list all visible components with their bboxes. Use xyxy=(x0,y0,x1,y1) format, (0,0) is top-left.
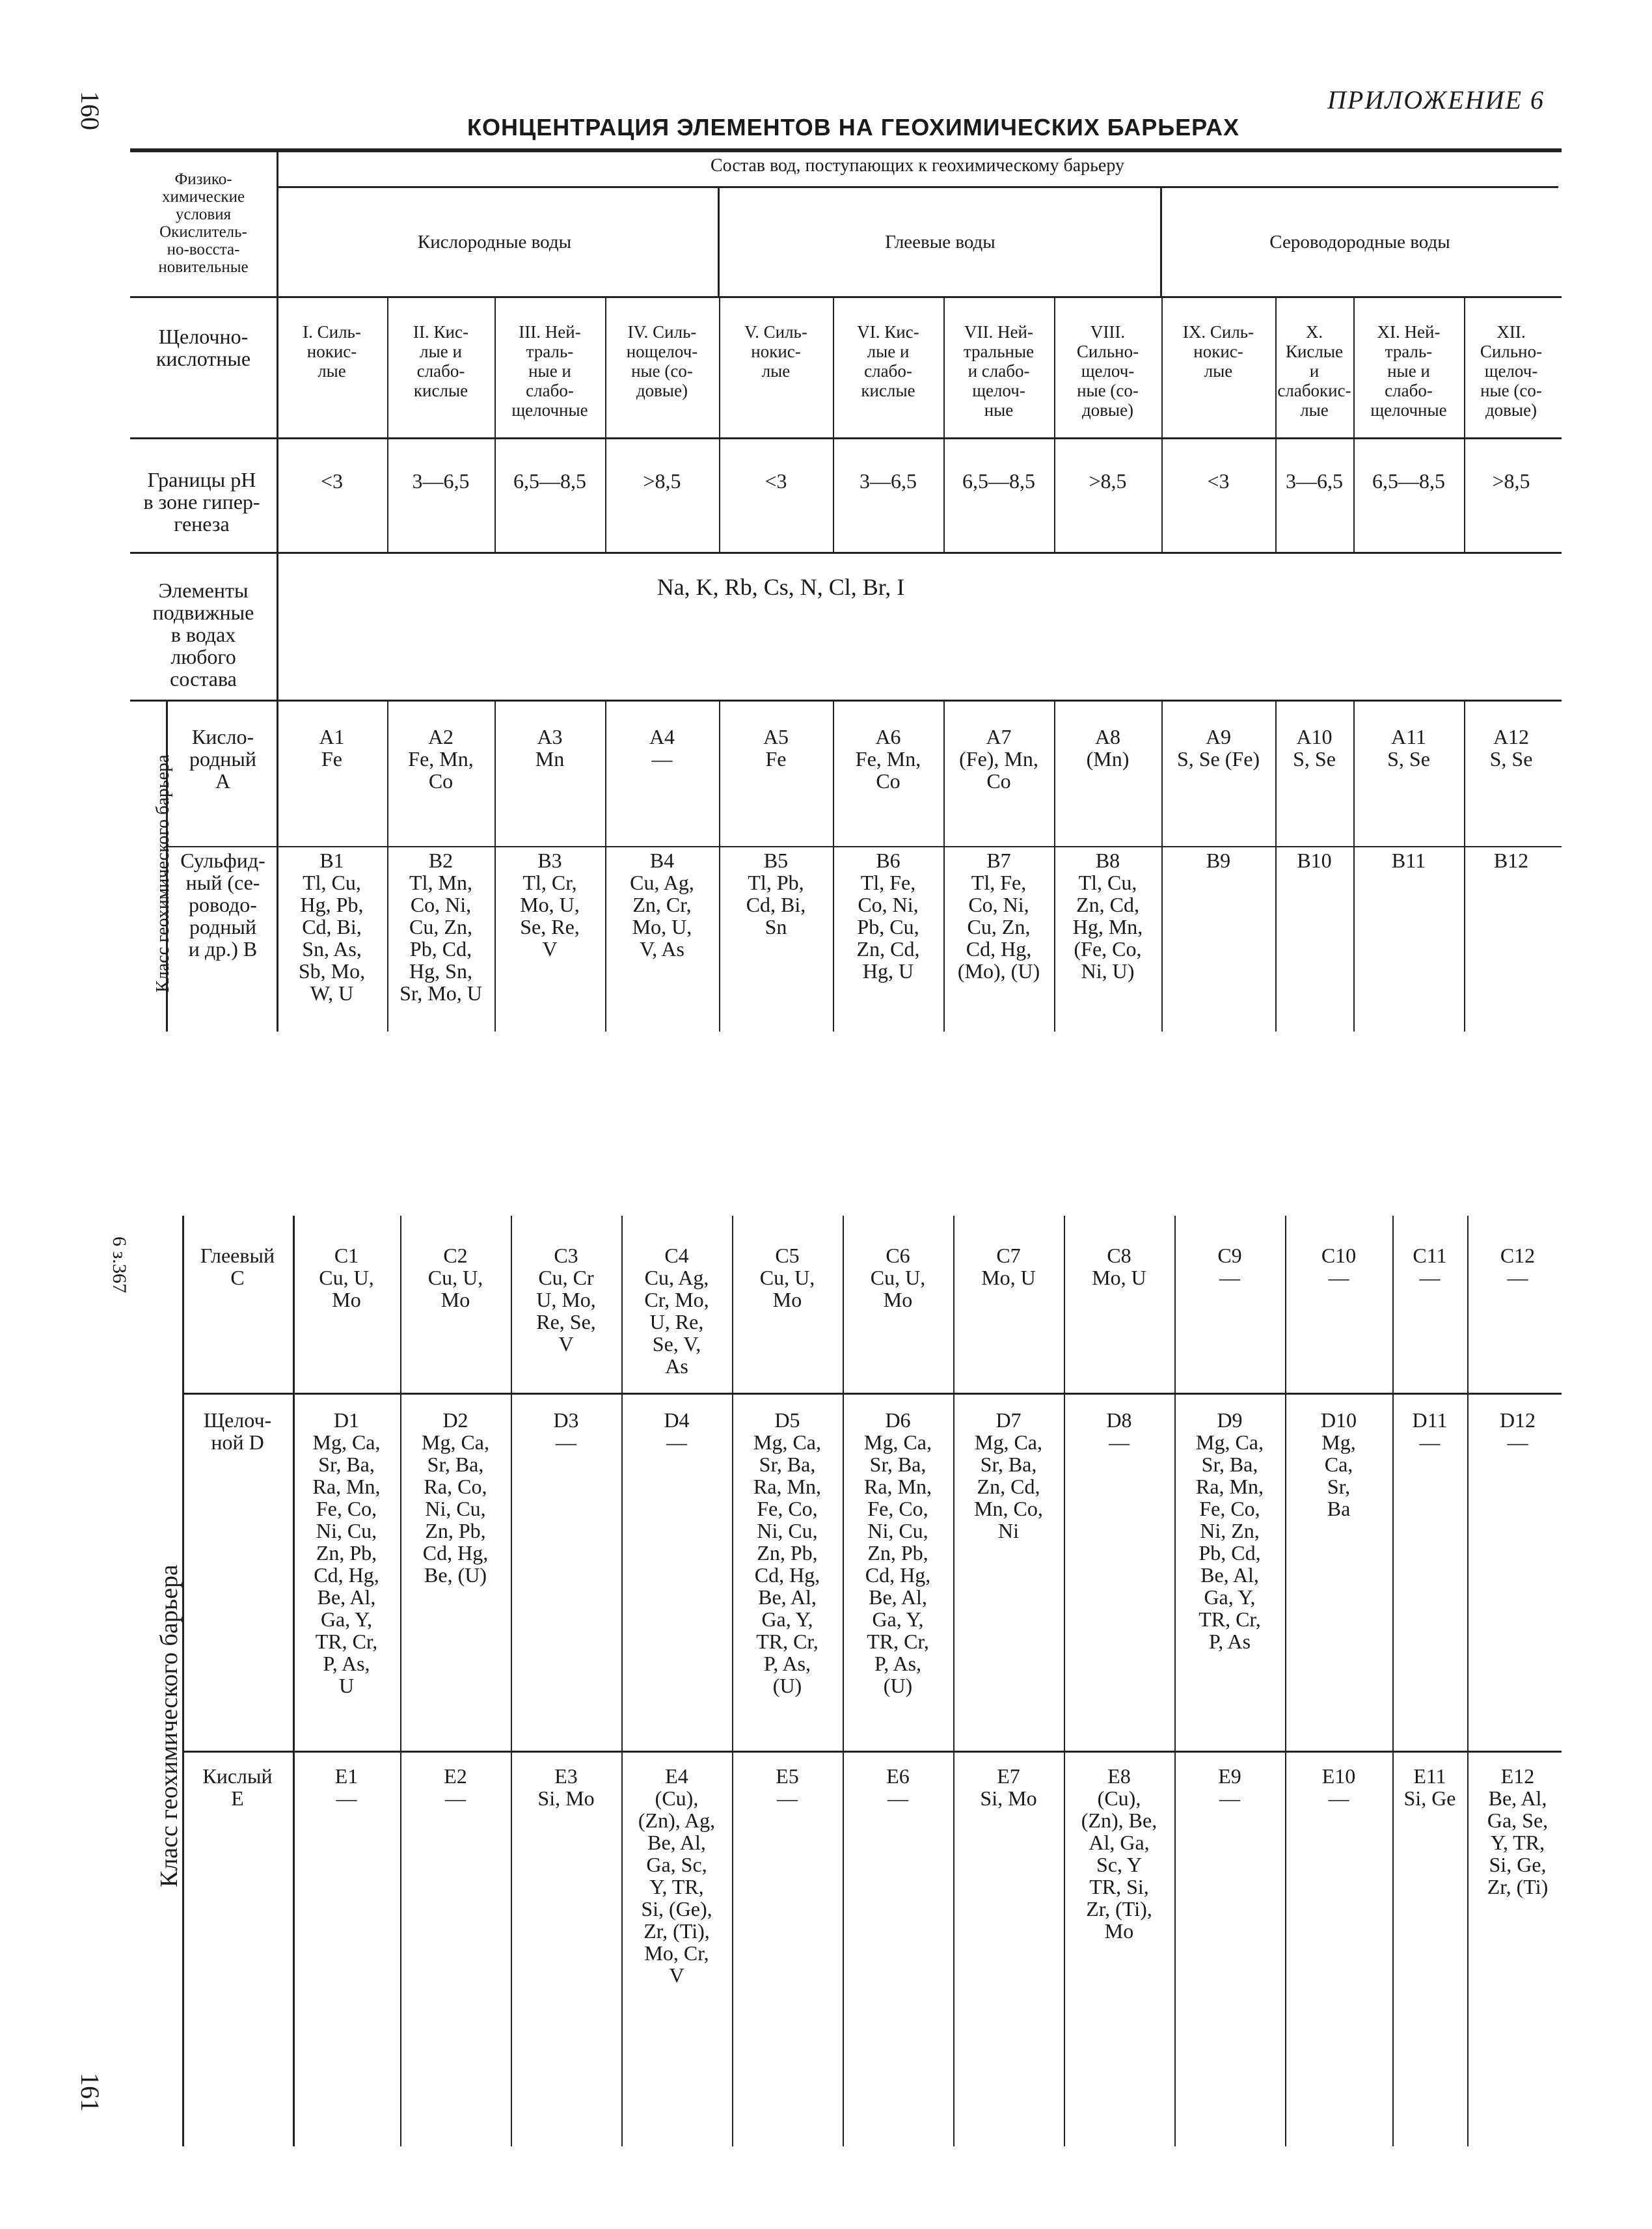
row-b-cell-8: B8 Tl, Cu, Zn, Cd, Hg, Mn, (Fe, Co, Ni, U) xyxy=(1072,849,1143,983)
vline-col-10 xyxy=(1353,296,1355,552)
phys-chem-label: Физико- химические условия Окислитель- но-восста- новительные xyxy=(158,171,249,276)
row-e-cell-9: E9 — xyxy=(1218,1764,1241,1810)
column-header-7: VII. Ней- тральные и слабо- щелоч- ные xyxy=(963,322,1035,420)
column-header-4: IV. Силь- нощелоч- ные (со- довые) xyxy=(626,322,698,400)
row-b-cell-7: B7 Tl, Fe, Co, Ni, Cu, Zn, Cd, Hg, (Mo), (U) xyxy=(957,849,1040,983)
row-d-cell-12: D12 — xyxy=(1499,1408,1536,1454)
row-d-cell-4: D4 — xyxy=(664,1408,690,1454)
row-b-label: Сульфид- ный (се- роводо- родный и др.) В xyxy=(180,849,265,961)
row-c-cell-7: C7 Mo, U xyxy=(981,1244,1036,1289)
row-a-cell-5: A5 Fe xyxy=(763,725,789,771)
column-header-3: III. Ней- траль- ные и слабо- щелочные xyxy=(511,322,588,420)
ph-value-4: >8,5 xyxy=(643,469,681,493)
row-e-cell-1: E1 — xyxy=(334,1764,359,1810)
row-d-cell-9: D9 Mg, Ca, Sr, Ba, Ra, Mn, Fe, Co, Ni, Zn, Pb, Cd, Be, Al, Ga, Y, TR, Cr, P, As xyxy=(1196,1408,1264,1653)
rule-row-c xyxy=(182,1393,1562,1395)
ph-value-3: 6,5—8,5 xyxy=(513,469,586,493)
row-a-cell-9: A9 S, Se (Fe) xyxy=(1176,725,1260,771)
vline-lower-col-2 xyxy=(511,1216,512,2146)
ph-value-12: >8,5 xyxy=(1492,469,1530,493)
vline-row-col-6 xyxy=(943,700,945,1032)
vline-lower-col-3 xyxy=(621,1216,623,2146)
row-d-cell-1: D1 Mg, Ca, Sr, Ba, Ra, Mn, Fe, Co, Ni, Cu, Zn, Pb, Cd, Hg, Be, Al, Ga, Y, TR, Cr, P, As, U xyxy=(312,1408,381,1697)
column-header-9: IX. Силь- нокис- лые xyxy=(1182,322,1254,381)
row-e-cell-8: E8 (Cu), (Zn), Be, Al, Ga, Sc, Y TR, Si, Zr, (Ti), Mo xyxy=(1081,1764,1158,1943)
row-d-cell-11: D11 — xyxy=(1412,1408,1448,1454)
ph-value-8: >8,5 xyxy=(1089,469,1127,493)
vline-col-6 xyxy=(943,296,945,552)
row-a-cell-1: A1 Fe xyxy=(319,725,345,771)
vline-lower-col-10 xyxy=(1392,1216,1394,2146)
ph-value-1: <3 xyxy=(320,469,344,493)
row-d-label: Щелоч- ной D xyxy=(203,1408,272,1454)
vline-row-col-3 xyxy=(605,700,606,1032)
row-d-cell-3: D3 — xyxy=(553,1408,579,1454)
alkaline-label: Щелочно- кислотные xyxy=(156,325,251,370)
row-e-cell-10: E10 — xyxy=(1321,1764,1356,1810)
row-c-cell-1: C1 Cu, U, Mo xyxy=(319,1244,374,1311)
row-e-cell-2: E2 — xyxy=(444,1764,467,1810)
column-header-12: XII. Сильно- щелоч- ные (со- довые) xyxy=(1480,322,1543,420)
printer-mark: 6 з.367 xyxy=(109,1237,130,1293)
row-d-cell-10: D10 Mg, Ca, Sr, Ba xyxy=(1320,1408,1357,1520)
row-b-cell-10: B10 xyxy=(1297,849,1332,872)
vline-lower-col-6 xyxy=(953,1216,955,2146)
row-e-cell-7: E7 Si, Mo xyxy=(980,1764,1037,1810)
row-d-cell-5: D5 Mg, Ca, Sr, Ba, Ra, Mn, Fe, Co, Ni, Cu, Zn, Pb, Cd, Hg, Be, Al, Ga, Y, TR, Cr, P, As, (U) xyxy=(753,1408,821,1697)
ph-value-5: <3 xyxy=(765,469,787,493)
column-header-10: X. Кислые и слабокис- лые xyxy=(1277,322,1351,420)
vline-col-3 xyxy=(605,296,606,552)
barrier-class-label-top: Класс геохимического барьера xyxy=(153,754,173,992)
row-a-cell-2: A2 Fe, Mn, Co xyxy=(408,725,474,793)
row-c-cell-6: C6 Cu, U, Mo xyxy=(870,1244,926,1311)
ph-value-11: 6,5—8,5 xyxy=(1372,469,1445,493)
appendix-label: ПРИЛОЖЕНИЕ 6 xyxy=(1327,85,1545,115)
vline-col-4 xyxy=(719,296,720,552)
column-header-1: I. Силь- нокис- лые xyxy=(303,322,361,381)
ph-value-7: 6,5—8,5 xyxy=(962,469,1035,493)
rule-columns xyxy=(130,437,1562,439)
row-c-cell-12: C12 — xyxy=(1500,1244,1536,1289)
row-a-label: Кисло- родный А xyxy=(189,725,257,793)
vline-lower-col-8 xyxy=(1174,1216,1176,2146)
row-a-cell-11: A11 S, Se xyxy=(1387,725,1430,771)
page-number-bottom: 161 xyxy=(75,2073,105,2112)
vline-row-col-4 xyxy=(719,700,720,1032)
page-title: КОНЦЕНТРАЦИЯ ЭЛЕМЕНТОВ НА ГЕОХИМИЧЕСКИХ БАРЬЕРАХ xyxy=(467,114,1239,141)
row-e-cell-5: E5 — xyxy=(776,1764,799,1810)
ph-value-10: 3—6,5 xyxy=(1286,469,1343,493)
vline-row-col-1 xyxy=(387,700,388,1032)
row-b-cell-12: B12 xyxy=(1493,849,1529,872)
vline-col-8 xyxy=(1161,296,1163,552)
row-d-cell-2: D2 Mg, Ca, Sr, Ba, Ra, Co, Ni, Cu, Zn, Pb, Cd, Hg, Be, (U) xyxy=(422,1408,489,1587)
group-hydrogen-sulfide: Сероводородные воды xyxy=(1269,232,1450,253)
row-b-cell-4: B4 Cu, Ag, Zn, Cr, Mo, U, V, As xyxy=(630,849,694,961)
row-e-cell-12: E12 Be, Al, Ga, Se, Y, TR, Si, Ge, Zr, (Ti) xyxy=(1487,1764,1549,1898)
rule-ph xyxy=(130,552,1562,554)
vline-row-col-8 xyxy=(1161,700,1163,1032)
row-a-cell-3: A3 Mn xyxy=(535,725,565,771)
row-a-cell-12: A12 S, Se xyxy=(1489,725,1533,771)
rule-row-a xyxy=(166,846,1562,847)
column-header-11: XI. Ней- траль- ные и слабо- щелочные xyxy=(1370,322,1447,420)
vline-col-7 xyxy=(1054,296,1055,552)
row-b-cell-2: B2 Tl, Mn, Co, Ni, Cu, Zn, Pb, Cd, Hg, Sn, Sr, Mo, U xyxy=(399,849,482,1005)
ph-value-9: <3 xyxy=(1207,469,1230,493)
row-b-cell-3: B3 Tl, Cr, Mo, U, Se, Re, V xyxy=(520,849,580,961)
row-b-cell-6: B6 Tl, Fe, Co, Ni, Pb, Cu, Zn, Cd, Hg, U xyxy=(856,849,920,983)
vline-label-mobile xyxy=(277,552,278,700)
row-d-cell-8: D8 — xyxy=(1106,1408,1132,1454)
row-d-cell-7: D7 Mg, Ca, Sr, Ba, Zn, Cd, Mn, Co, Ni xyxy=(974,1408,1043,1542)
mobile-elements: Na, K, Rb, Cs, N, Cl, Br, I xyxy=(657,574,905,600)
row-e-label: Кислый Е xyxy=(202,1764,273,1810)
vline-lower-col-5 xyxy=(843,1216,844,2146)
rule-row-d xyxy=(182,1751,1562,1753)
vline-row-col-9 xyxy=(1275,700,1277,1032)
vline-row-col-5 xyxy=(833,700,834,1032)
vline-lower-col-1 xyxy=(400,1216,401,2146)
vline-row-col-11 xyxy=(1464,700,1465,1032)
column-header-2: II. Кис- лые и слабо- кислые xyxy=(413,322,468,400)
row-c-cell-10: C10 — xyxy=(1321,1244,1357,1289)
row-b-cell-1: B1 Tl, Cu, Hg, Pb, Cd, Bi, Sn, As, Sb, Mo, W, U xyxy=(298,849,366,1005)
ph-value-6: 3—6,5 xyxy=(860,469,917,493)
vline-col-1 xyxy=(387,296,388,552)
row-a-cell-8: A8 (Mn) xyxy=(1086,725,1130,771)
row-e-cell-3: E3 Si, Mo xyxy=(537,1764,595,1810)
page-number-top: 160 xyxy=(75,91,105,130)
row-e-cell-11: E11 Si, Ge xyxy=(1403,1764,1456,1810)
vline-col-2 xyxy=(494,296,496,552)
vline-lower-col-4 xyxy=(732,1216,733,2146)
vline-lower-col-11 xyxy=(1467,1216,1469,2146)
row-c-cell-11: C11 — xyxy=(1413,1244,1447,1289)
rule-top xyxy=(130,148,1562,152)
column-header-6: VI. Кис- лые и слабо- кислые xyxy=(857,322,919,400)
row-e-cell-4: E4 (Cu), (Zn), Ag, Be, Al, Ga, Sc, Y, TR, Si, (Ge), Zr, (Ti), Mo, Cr, V xyxy=(638,1764,716,1987)
column-header-5: V. Силь- нокис- лые xyxy=(744,322,807,381)
vline-lower-col-9 xyxy=(1285,1216,1286,2146)
row-a-cell-7: A7 (Fe), Mn, Co xyxy=(959,725,1038,793)
row-b-cell-5: B5 Tl, Pb, Cd, Bi, Sn xyxy=(746,849,806,938)
row-b-cell-9: B9 xyxy=(1206,849,1231,872)
vline-row-col-7 xyxy=(1054,700,1055,1032)
vline-col-9 xyxy=(1275,296,1277,552)
group-gley: Глеевые воды xyxy=(885,232,995,253)
vline-lower-col-7 xyxy=(1064,1216,1065,2146)
vline-row-col-10 xyxy=(1353,700,1355,1032)
row-c-cell-4: C4 Cu, Ag, Cr, Mo, U, Re, Se, V, As xyxy=(644,1244,709,1378)
row-c-cell-3: C3 Cu, Cr U, Mo, Re, Se, V xyxy=(536,1244,596,1356)
column-header-8: VIII. Сильно- щелоч- ные (со- довые) xyxy=(1076,322,1139,420)
row-c-cell-5: C5 Cu, U, Mo xyxy=(759,1244,815,1311)
row-d-cell-6: D6 Mg, Ca, Sr, Ba, Ra, Mn, Fe, Co, Ni, Cu, Zn, Pb, Cd, Hg, Be, Al, Ga, Y, TR, Cr, P, As, (U) xyxy=(864,1408,932,1697)
vline-col-5 xyxy=(833,296,834,552)
row-b-cell-11: B11 xyxy=(1391,849,1426,872)
vline-row-col-2 xyxy=(494,700,496,1032)
barrier-class-label-bottom: Класс геохимического барьера xyxy=(156,1565,183,1887)
vline-col-11 xyxy=(1464,296,1465,552)
row-c-cell-9: C9 — xyxy=(1217,1244,1242,1289)
group-oxygen: Кислородные воды xyxy=(417,232,572,253)
row-c-cell-8: C8 Mo, U xyxy=(1092,1244,1146,1289)
composition-label: Состав вод, поступающих к геохимическому барьеру xyxy=(711,156,1124,176)
ph-value-2: 3—6,5 xyxy=(412,469,470,493)
row-c-label: Глеевый С xyxy=(200,1244,275,1289)
rule-header xyxy=(130,296,1562,298)
mobile-label: Элементы подвижные в водах любого состава xyxy=(152,579,254,691)
row-a-cell-10: A10 S, Se xyxy=(1293,725,1336,771)
ph-label: Границы pH в зоне гипер- генеза xyxy=(143,468,260,536)
row-c-cell-2: C2 Cu, U, Mo xyxy=(427,1244,483,1311)
row-a-cell-4: A4 — xyxy=(649,725,675,771)
rule-mobile xyxy=(130,700,1562,702)
row-a-cell-6: A6 Fe, Mn, Co xyxy=(855,725,921,793)
row-e-cell-6: E6 — xyxy=(886,1764,910,1810)
rule-composition xyxy=(277,186,1558,188)
